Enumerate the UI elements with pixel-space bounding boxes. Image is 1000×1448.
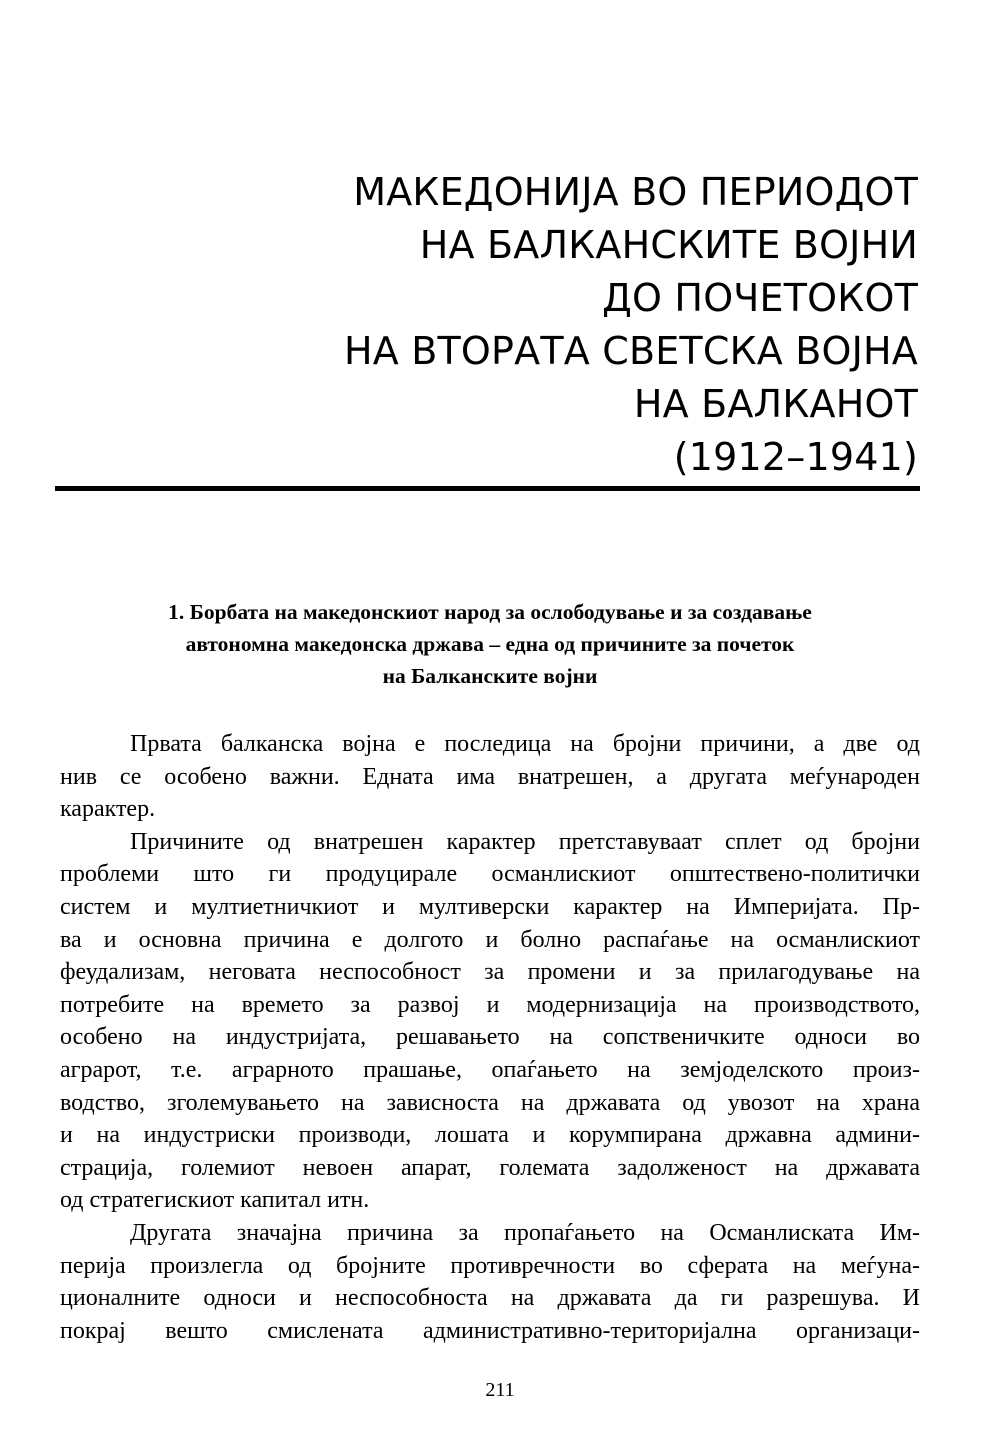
section-heading-line: 1. Борбата на македонскиот народ за ослободување и за создавање <box>168 600 812 624</box>
text-line: покрај вешто смислената административно-територијална организаци- <box>60 1317 920 1344</box>
paragraph <box>60 826 920 1217</box>
text-line: перија произлегла од бројните противречности во сферата на меѓуна- <box>60 1252 920 1279</box>
chapter-title-line: ДО ПОЧЕТОКОТ <box>602 276 918 320</box>
text-line: и на индустриски производи, лошата и корумпирана државна админи- <box>60 1122 920 1149</box>
text-line: нив се особено важни. Едната има внатрешен, а другата меѓународен <box>60 763 920 790</box>
body-text <box>60 728 920 1347</box>
text-line: потребите на времето за развој и модернизација на производството, <box>60 991 920 1018</box>
chapter-title-line: (1912–1941) <box>673 435 918 479</box>
text-line: ционалните односи и неспособноста на државата да ги разрешува. И <box>60 1285 920 1312</box>
text-line: карактер. <box>60 796 156 823</box>
text-line: особено на индустријата, решавањето на сопственичките односи во <box>60 1024 920 1051</box>
text-line: страција, големиот невоен апарат, големата задолженост на државата <box>60 1154 920 1181</box>
section-heading <box>60 596 920 692</box>
text-line: Првата балканска војна е последица на бројни причини, а две од <box>130 731 920 757</box>
text-line: од стратегискиот капитал итн. <box>60 1187 370 1214</box>
text-line: водство, зголемувањето на зависноста на државата од увозот на храна <box>60 1089 920 1116</box>
text-line: систем и мултиетничкиот и мултиверски карактер на Империјата. Пр- <box>60 893 920 920</box>
text-line: аграрот, т.е. аграрното прашање, опаѓањето на земјоделското произ- <box>60 1056 920 1083</box>
text-line: проблеми што ги продуцирале османлискиот општествено-политички <box>60 861 920 888</box>
page-number: 211 <box>485 1379 515 1401</box>
paragraph <box>60 728 920 826</box>
section-heading-line: на Балканските војни <box>382 664 598 688</box>
chapter-title-line: МАКЕДОНИЈА ВО ПЕРИОДОТ <box>353 170 918 214</box>
text-line: ва и основна причина е долгото и болно распаѓање на османлискиот <box>60 926 920 953</box>
chapter-title-line: НА БАЛКАНОТ <box>633 382 918 426</box>
text-line: Другата значајна причина за пропаѓањето на Османлиската Им- <box>130 1219 920 1246</box>
chapter-title <box>200 166 918 484</box>
paragraph <box>60 1217 920 1347</box>
text-line: феудализам, неговата неспособност за промени и за прилагодување на <box>60 959 920 986</box>
section-heading-line: автономна македонска држава – една од причините за почеток <box>185 632 795 656</box>
chapter-title-line: НА ВТОРАТА СВЕТСКА ВОЈНА <box>343 329 918 373</box>
title-rule-divider <box>55 486 920 491</box>
chapter-title-line: НА БАЛКАНСКИТЕ ВОЈНИ <box>419 223 918 267</box>
text-line: Причините од внатрешен карактер претставуваат сплет од бројни <box>130 828 920 855</box>
